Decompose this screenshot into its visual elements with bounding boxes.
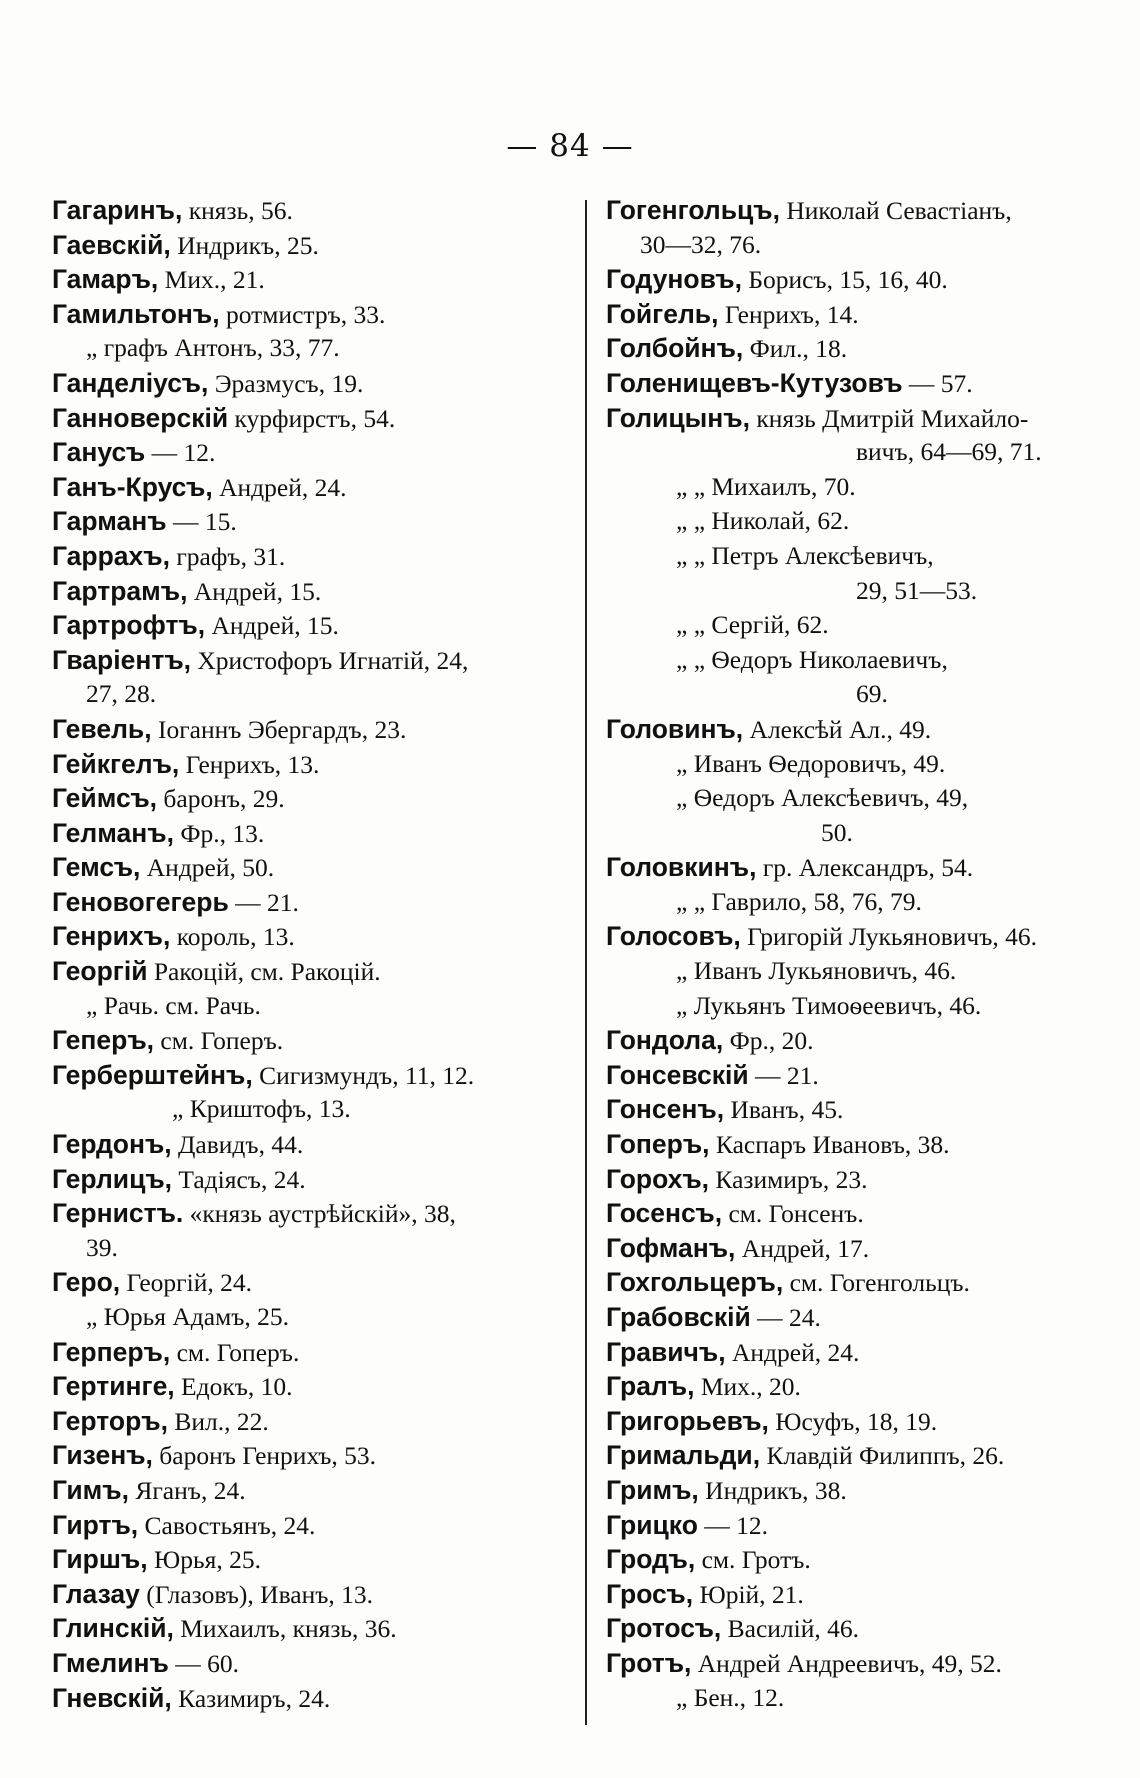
index-entry xyxy=(606,262,1126,297)
entry-surname: Герлицъ, xyxy=(52,1163,173,1194)
index-entry xyxy=(606,574,1126,609)
index-entry xyxy=(52,1023,572,1058)
entry-surname: Гневскій, xyxy=(52,1682,172,1713)
entry-details: Давидъ, 44. xyxy=(171,1130,304,1160)
entry-surname: Гартрамъ, xyxy=(52,575,188,606)
entry-details: Генрихъ, 14. xyxy=(718,299,859,329)
index-entry xyxy=(52,885,572,920)
entry-details: 29, 51—53. xyxy=(856,575,978,605)
entry-details: см. Гротъ. xyxy=(695,1545,811,1575)
index-entry xyxy=(606,435,1126,470)
entry-surname: Госенсъ, xyxy=(606,1198,723,1229)
entry-details: Индрикъ, 25. xyxy=(170,230,319,260)
entry-details: Индрикъ, 38. xyxy=(698,1475,847,1505)
entry-surname: Герперъ, xyxy=(52,1336,171,1367)
entry-details: Фр., 20. xyxy=(723,1026,814,1056)
entry-surname: Гемсъ, xyxy=(52,852,141,883)
index-entry xyxy=(606,919,1126,954)
entry-details: баронъ, 29. xyxy=(157,784,285,814)
entry-surname: Гонсевскій xyxy=(606,1059,749,1090)
index-entry xyxy=(52,1300,572,1335)
entry-details: гр. Александръ, 54. xyxy=(756,853,974,883)
entry-details: Казимиръ, 23. xyxy=(709,1164,868,1194)
index-entry xyxy=(52,1127,572,1162)
entry-details: Савостьянъ, 24. xyxy=(138,1510,316,1540)
index-entry xyxy=(606,1404,1126,1439)
entry-details: Юрій, 21. xyxy=(693,1579,804,1609)
entry-details: — 15. xyxy=(166,507,237,537)
index-entry xyxy=(606,1577,1126,1612)
entry-details: Клавдій Филиппъ, 26. xyxy=(760,1441,1005,1471)
entry-details: Георгій, 24. xyxy=(120,1268,252,1298)
entry-surname: Гамаръ, xyxy=(52,264,159,295)
entry-surname: Гердонъ, xyxy=(52,1129,172,1160)
entry-surname: Головкинъ, xyxy=(606,852,757,883)
entry-details: — 57. xyxy=(902,368,973,398)
entry-details: князь, 56. xyxy=(182,196,293,225)
entry-details: „ Рачь. см. Рачь. xyxy=(86,990,261,1020)
entry-details: 39. xyxy=(86,1232,118,1262)
entry-details: „ Иванъ Лукьяновичъ, 46. xyxy=(676,956,957,986)
entry-surname: Гарманъ xyxy=(52,506,167,537)
index-entry xyxy=(52,539,572,574)
index-entry xyxy=(52,1404,572,1439)
entry-details: Андрей, 24. xyxy=(212,472,347,502)
index-entry xyxy=(606,1681,1126,1716)
entry-details: — 12. xyxy=(697,1510,769,1540)
entry-surname: Гондола, xyxy=(606,1025,724,1056)
index-entry xyxy=(52,989,572,1024)
index-entry xyxy=(606,1542,1126,1577)
index-entry xyxy=(52,193,572,228)
index-entry xyxy=(606,1369,1126,1404)
index-entry xyxy=(52,608,572,643)
entry-details: — 21. xyxy=(228,887,299,917)
entry-surname: Голосовъ, xyxy=(606,921,741,952)
entry-details: Юсуфъ, 18, 19. xyxy=(768,1406,938,1436)
index-entry xyxy=(606,885,1126,920)
entry-details: „ графъ Антонъ, 33, 77. xyxy=(86,333,340,363)
index-entry xyxy=(52,1473,572,1508)
entry-surname: Георгій xyxy=(52,956,148,987)
entry-details: графъ, 31. xyxy=(169,541,286,571)
index-entry xyxy=(606,1508,1126,1543)
entry-surname: Гралъ, xyxy=(606,1371,695,1402)
index-entry xyxy=(52,401,572,436)
index-entry xyxy=(606,470,1126,505)
entry-details: Алексѣй Ал., 49. xyxy=(743,714,932,744)
entry-details: „ „ Сергій, 62. xyxy=(676,610,829,640)
entry-details: «князь аустрѣйскій», 38, xyxy=(183,1199,456,1229)
entry-surname: Генрихъ, xyxy=(52,921,171,952)
entry-details: 27, 28. xyxy=(86,679,157,709)
entry-surname: Гиршъ, xyxy=(52,1544,148,1575)
index-entry xyxy=(606,816,1126,851)
entry-surname: Ганусъ xyxy=(52,437,146,468)
index-entry xyxy=(52,1092,572,1127)
index-entry xyxy=(606,1023,1126,1058)
entry-surname: Гохгольцеръ, xyxy=(606,1267,784,1298)
page-number: — 84 — xyxy=(506,128,634,164)
index-entry xyxy=(52,504,572,539)
entry-details: „ Юрья Адамъ, 25. xyxy=(86,1302,290,1331)
index-entry xyxy=(606,401,1126,436)
entry-details: см. Гоперъ. xyxy=(170,1337,300,1367)
entry-surname: Геновогегерь xyxy=(52,886,229,917)
entry-surname: Годуновъ, xyxy=(606,264,742,295)
entry-details: Андрей, 24. xyxy=(725,1337,860,1367)
entry-details: баронъ Генрихъ, 53. xyxy=(152,1441,377,1471)
entry-surname: Геперъ, xyxy=(52,1025,155,1056)
entry-details: „ Бен., 12. xyxy=(676,1682,785,1712)
entry-surname: Ганделіусъ, xyxy=(52,367,209,398)
index-entry xyxy=(606,366,1126,401)
index-entry xyxy=(52,954,572,989)
entry-surname: Геро, xyxy=(52,1267,121,1298)
entry-details: Фил., 18. xyxy=(743,334,848,364)
index-entry xyxy=(606,504,1126,539)
entry-surname: Гертинге, xyxy=(52,1371,175,1402)
entry-surname: Григорьевъ, xyxy=(606,1405,769,1436)
entry-surname: Гелманъ, xyxy=(52,817,174,848)
index-entry xyxy=(52,1335,572,1370)
entry-details: 50. xyxy=(821,817,853,847)
index-entry xyxy=(606,781,1126,816)
index-entry xyxy=(52,470,572,505)
index-entry xyxy=(606,1231,1126,1266)
entry-surname: Гевель, xyxy=(52,713,152,744)
entry-surname: Гонсенъ, xyxy=(606,1094,725,1125)
entry-details: Андрей, 50. xyxy=(140,853,275,883)
entry-details: „ Иванъ Ѳедоровичъ, 49. xyxy=(676,748,946,778)
entry-surname: Гмелинъ xyxy=(52,1647,169,1678)
right-column-index xyxy=(606,193,1126,1715)
entry-surname: Гойгель, xyxy=(606,298,719,329)
entry-details: Мих., 21. xyxy=(158,265,265,295)
index-entry xyxy=(52,1162,572,1197)
entry-surname: Горохъ, xyxy=(606,1163,710,1194)
entry-details: Борисъ, 15, 16, 40. xyxy=(741,265,948,295)
entry-surname: Гоперъ, xyxy=(606,1129,710,1160)
entry-details: Казимиръ, 24. xyxy=(171,1683,331,1713)
entry-details: Мих., 20. xyxy=(694,1372,801,1402)
entry-details: Генрихъ, 13. xyxy=(179,749,320,779)
entry-surname: Гротосъ, xyxy=(606,1613,722,1644)
entry-details: Каспаръ Ивановъ, 38. xyxy=(709,1130,950,1160)
index-entry xyxy=(606,539,1126,574)
entry-surname: Гернистъ. xyxy=(52,1198,184,1229)
entry-surname: Гизенъ, xyxy=(52,1440,153,1471)
index-entry xyxy=(606,1611,1126,1646)
index-entry xyxy=(52,781,572,816)
index-entry xyxy=(606,1162,1126,1197)
index-entry xyxy=(52,1681,572,1716)
index-entry xyxy=(52,574,572,609)
entry-details: Григорій Лукьяновичъ, 46. xyxy=(740,922,1038,952)
index-entry xyxy=(606,608,1126,643)
entry-details: „ „ Петръ Алексѣевичъ, xyxy=(676,540,934,570)
index-entry xyxy=(52,1646,572,1681)
index-entry xyxy=(52,1369,572,1404)
entry-surname: Грицко xyxy=(606,1509,698,1540)
entry-surname: Грабовскій xyxy=(606,1302,751,1332)
index-entry xyxy=(606,677,1126,712)
index-entry xyxy=(606,228,1126,263)
entry-details: король, 13. xyxy=(170,922,295,952)
index-entry xyxy=(606,1473,1126,1508)
entry-details: см. Гоперъ. xyxy=(154,1026,284,1056)
entry-details: Фр., 13. xyxy=(173,818,265,848)
entry-surname: Гродъ, xyxy=(606,1544,696,1575)
index-entry xyxy=(52,1058,572,1093)
entry-details: Андрей, 17. xyxy=(735,1233,870,1263)
index-entry xyxy=(52,366,572,401)
entry-surname: Глазау xyxy=(52,1578,140,1609)
entry-details: „ „ Николай, 62. xyxy=(676,506,850,536)
index-entry xyxy=(52,816,572,851)
index-entry xyxy=(606,1438,1126,1473)
entry-details: ротмистръ, 33. xyxy=(219,299,386,329)
index-entry xyxy=(606,712,1126,747)
index-entry xyxy=(606,331,1126,366)
entry-details: Вил., 22. xyxy=(167,1406,269,1436)
entry-surname: Гейкгелъ, xyxy=(52,748,180,779)
index-entry xyxy=(52,1265,572,1300)
index-entry xyxy=(52,262,572,297)
entry-details: Эразмусъ, 19. xyxy=(208,368,364,398)
entry-surname: Гримъ, xyxy=(606,1474,699,1505)
entry-surname: Голбойнъ, xyxy=(606,333,744,364)
entry-surname: Гравичъ, xyxy=(606,1336,726,1367)
index-entry xyxy=(52,1577,572,1612)
index-entry xyxy=(606,1265,1126,1300)
entry-surname: Гаевскій, xyxy=(52,229,171,260)
index-entry xyxy=(52,1611,572,1646)
entry-surname: Герторъ, xyxy=(52,1405,168,1436)
entry-details: Юрья, 25. xyxy=(147,1545,261,1575)
index-entry xyxy=(52,1231,572,1266)
entry-details: — 60. xyxy=(168,1648,239,1678)
index-entry xyxy=(606,1300,1126,1335)
index-entry xyxy=(52,643,572,678)
entry-details: курфирстъ, 54. xyxy=(228,403,396,433)
entry-details: 69. xyxy=(856,679,888,709)
entry-details: см. Гогенгольцъ. xyxy=(783,1268,970,1298)
entry-details: Андрей, 15. xyxy=(205,611,339,641)
entry-details: Николай Севастіанъ, xyxy=(779,196,1012,225)
entry-surname: Головинъ, xyxy=(606,713,744,744)
entry-surname: Гримальди, xyxy=(606,1440,761,1471)
index-entry xyxy=(52,331,572,366)
index-entry xyxy=(606,954,1126,989)
index-entry xyxy=(606,747,1126,782)
entry-details: Тадіясъ, 24. xyxy=(172,1164,306,1194)
entry-details: князь Дмитрій Михайло- xyxy=(749,403,1029,433)
entry-details: — 24. xyxy=(750,1303,821,1332)
entry-surname: Гротъ, xyxy=(606,1647,692,1678)
index-entry xyxy=(606,1646,1126,1681)
entry-details: Василій, 46. xyxy=(721,1614,860,1644)
entry-surname: Голенищевъ-Кутузовъ xyxy=(606,367,903,398)
entry-details: Христофоръ Игнатій, 24, xyxy=(191,645,469,675)
entry-surname: Гросъ, xyxy=(606,1578,694,1609)
entry-surname: Голицынъ, xyxy=(606,402,750,433)
entry-details: — 12. xyxy=(145,438,216,468)
entry-details: „ „ Гаврило, 58, 76, 79. xyxy=(676,886,922,916)
entry-surname: Герберштейнъ, xyxy=(52,1059,253,1090)
entry-details: Иванъ, 45. xyxy=(724,1095,844,1125)
index-entry xyxy=(606,193,1126,228)
index-entry xyxy=(606,297,1126,332)
entry-surname: Гаррахъ, xyxy=(52,540,170,571)
index-entry xyxy=(52,919,572,954)
entry-details: „ Лукьянъ Тимоѳеевичъ, 46. xyxy=(676,990,982,1020)
entry-details: Іоганнъ Эбергардъ, 23. xyxy=(151,714,407,744)
index-entry xyxy=(52,1542,572,1577)
left-column-index xyxy=(52,193,572,1715)
index-entry xyxy=(52,1508,572,1543)
entry-surname: Гофманъ, xyxy=(606,1232,736,1263)
entry-details: „ Криштофъ, 13. xyxy=(172,1094,351,1124)
index-entry xyxy=(606,989,1126,1024)
index-entry xyxy=(52,712,572,747)
entry-surname: Гогенгольцъ, xyxy=(606,195,780,225)
index-entry xyxy=(52,677,572,712)
entry-details: „ „ Ѳедоръ Николаевичъ, xyxy=(676,644,948,674)
entry-surname: Гимъ, xyxy=(52,1474,129,1505)
index-entry xyxy=(52,1196,572,1231)
column-divider xyxy=(585,200,587,1725)
entry-details: Андрей Андреевичъ, 49, 52. xyxy=(691,1648,1002,1678)
index-entry xyxy=(606,1196,1126,1231)
entry-details: Едокъ, 10. xyxy=(174,1372,293,1402)
entry-details: — 21. xyxy=(748,1060,819,1090)
entry-surname: Гваріентъ, xyxy=(52,644,191,675)
entry-surname: Геймсъ, xyxy=(52,783,158,814)
index-entry xyxy=(52,1438,572,1473)
index-entry xyxy=(52,228,572,263)
index-entry xyxy=(606,1127,1126,1162)
entry-details: „ Ѳедоръ Алексѣевичъ, 49, xyxy=(676,783,969,813)
index-entry xyxy=(606,1092,1126,1127)
entry-surname: Ганъ-Крусъ, xyxy=(52,471,213,502)
entry-surname: Гагаринъ, xyxy=(52,195,183,225)
entry-surname: Гамильтонъ, xyxy=(52,298,220,329)
entry-surname: Глинскій, xyxy=(52,1613,174,1644)
entry-details: Михаилъ, князь, 36. xyxy=(173,1614,397,1644)
entry-details: см. Гонсенъ. xyxy=(722,1199,864,1229)
index-entry xyxy=(52,435,572,470)
entry-details: Ракоцій, см. Ракоцій. xyxy=(147,957,381,987)
entry-details: (Глазовъ), Иванъ, 13. xyxy=(139,1579,374,1609)
entry-details: 30—32, 76. xyxy=(640,229,762,259)
entry-surname: Гартрофтъ, xyxy=(52,610,206,641)
entry-details: Сигизмундъ, 11, 12. xyxy=(252,1060,475,1090)
index-entry xyxy=(52,850,572,885)
index-entry xyxy=(606,1058,1126,1093)
index-entry xyxy=(606,1335,1126,1370)
entry-details: Яганъ, 24. xyxy=(128,1475,246,1505)
index-entry xyxy=(606,643,1126,678)
index-entry xyxy=(606,850,1126,885)
index-entry xyxy=(52,297,572,332)
entry-details: вичъ, 64—69, 71. xyxy=(856,437,1042,467)
index-entry xyxy=(52,747,572,782)
entry-surname: Ганноверскій xyxy=(52,402,229,433)
entry-surname: Гиртъ, xyxy=(52,1509,139,1540)
entry-details: „ „ Михаилъ, 70. xyxy=(676,471,856,501)
entry-details: Андрей, 15. xyxy=(187,576,322,606)
